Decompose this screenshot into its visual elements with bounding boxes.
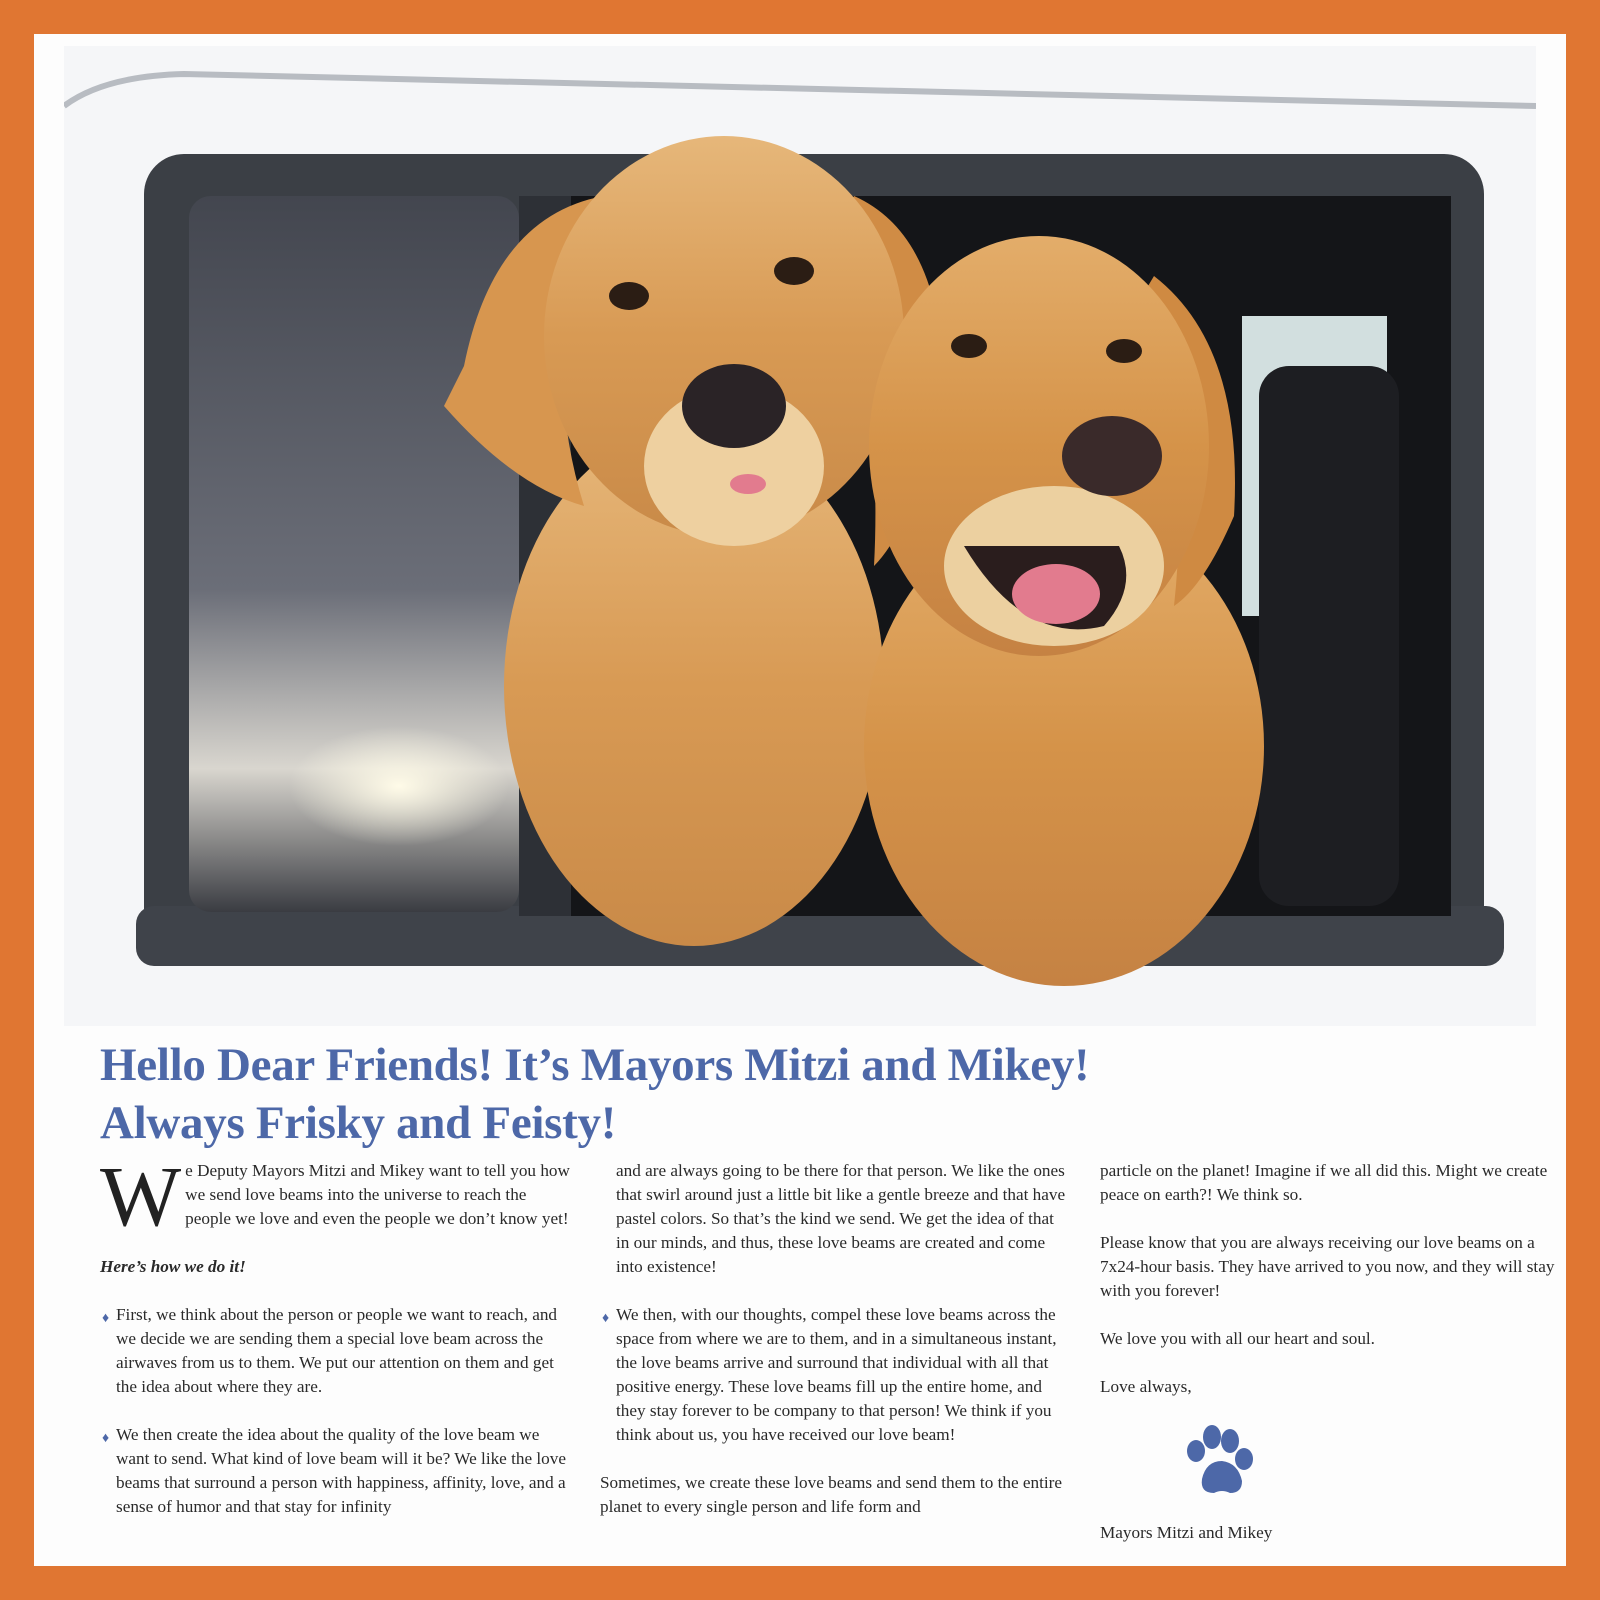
subhead: Here’s how we do it! [100,1257,246,1276]
article-column-3 [1100,1159,1570,1569]
diamond-bullet-icon: ♦ [102,1311,110,1326]
headline [100,1036,1520,1152]
headline-line-1: Hello Dear Friends! It’s Mayors Mitzi and Mikey! [100,1039,1090,1091]
diamond-bullet-icon: ♦ [102,1431,110,1446]
bullet-item-2 [100,1423,570,1519]
paw-print-icon [1180,1423,1258,1501]
diamond-bullet-icon: ♦ [602,1311,610,1326]
article-column-1 [100,1148,570,1543]
intro-text: e Deputy Mayors Mitzi and Mikey want to tell you how we send love beams into the universe to reach the people we love and even the people we don’t know yet! [185,1161,570,1228]
bullet-item-1 [100,1303,570,1399]
bullet-text-2: We then create the idea about the quality of the love beam we want to send. What kind of love beam will it be? We like the love beams that surround a person with happiness, affinity, love, and a sense of humor and that stay for infinity [116,1425,566,1516]
photo-illustration [64,46,1536,1026]
article-column-2 [600,1159,1070,1543]
intro-paragraph [100,1148,570,1244]
bullet-text-1: First, we think about the person or people we want to reach, and we decide we are sending them a special love beam across the airwaves from us to them. We put our attention on them and get the idea about where they are. [116,1305,558,1396]
bullet-item-3 [600,1303,1070,1447]
signoff: Love always, [1100,1377,1192,1396]
drop-cap: W [100,1148,182,1244]
headline-line-2: Always Frisky and Feisty! [100,1097,617,1149]
column2-continuation: and are always going to be there for that person. We like the ones that swirl around just a little bit like a gentle breeze and that have pastel colors. So that’s the kind we send. We get the idea of that in our minds, and thus, these love beams are created and come into existence! [616,1161,1066,1276]
love-beams-paragraph: Please know that you are always receiving our love beams on a 7x24-hour basis. They have arrived to you now, and they will stay with you forever! [1100,1233,1555,1300]
bullet-text-3: We then, with our thoughts, compel these love beams across the space from where we are to them, and in a simultaneous instant, the love beams arrive and surround that individual with all that positive energy. These love beams fill up the entire home, and they stay forever to be company to that person! We think if you think about us, you have received our love beam! [616,1305,1057,1444]
signature: Mayors Mitzi and Mikey [1100,1523,1273,1542]
closing-paragraph: Sometimes, we create these love beams and send them to the entire planet to every single person and life form and [600,1473,1062,1516]
newsletter-page [34,34,1566,1566]
dogs-in-car-photo [64,46,1536,1026]
love-you-paragraph: We love you with all our heart and soul. [1100,1329,1375,1348]
column3-continuation: particle on the planet! Imagine if we all did this. Might we create peace on earth?! We think so. [1100,1161,1548,1204]
